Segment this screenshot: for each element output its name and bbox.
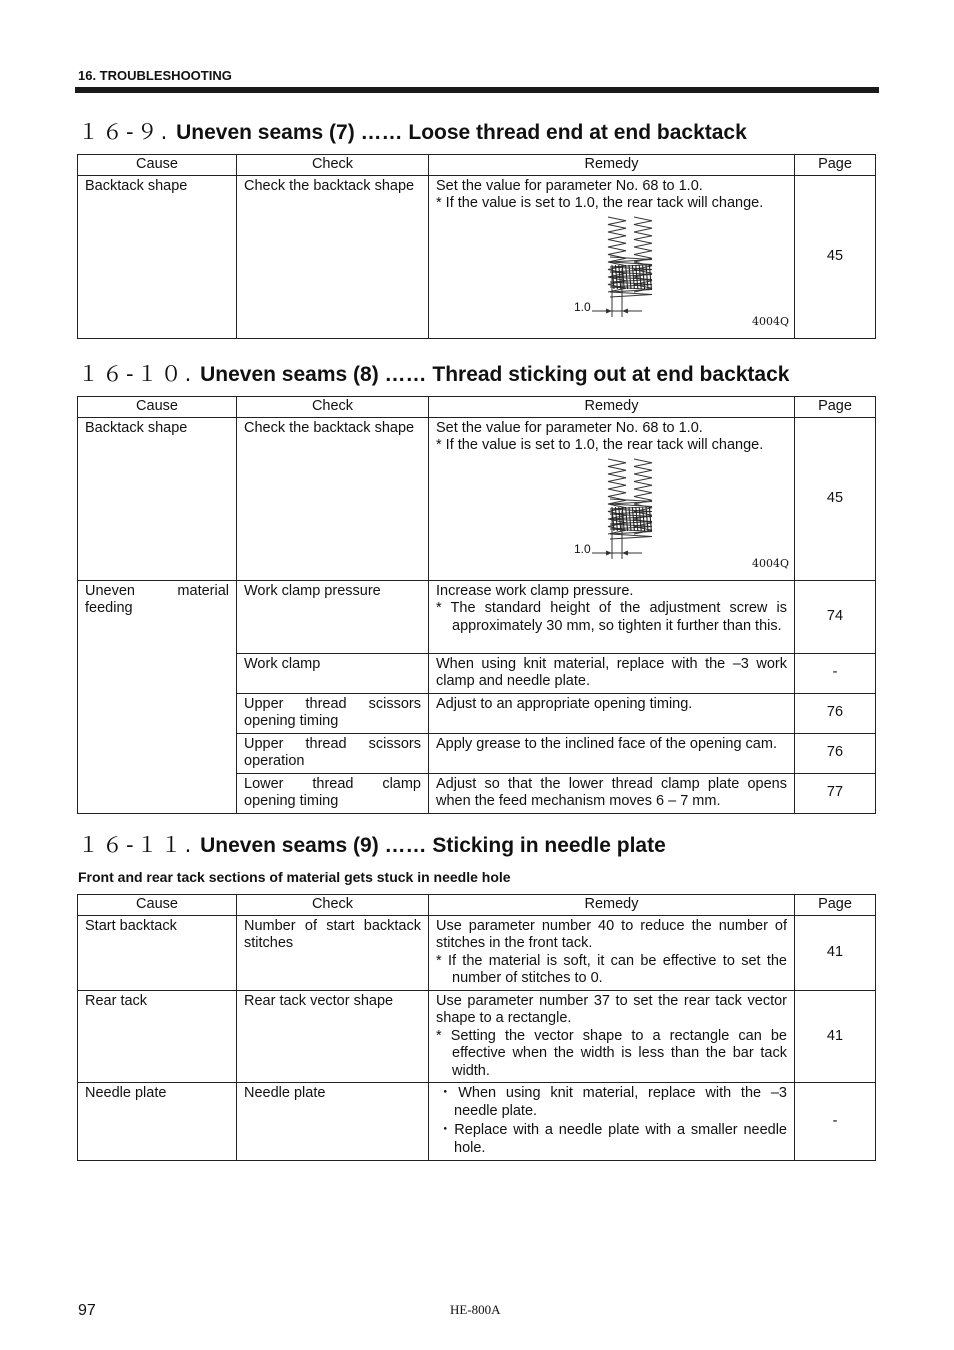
table-16-9 bbox=[77, 154, 876, 339]
col-cause: Cause bbox=[78, 895, 237, 916]
remedy-text: Use parameter number 40 to reduce the number of stitches in the front tack. bbox=[436, 917, 787, 951]
col-page: Page bbox=[795, 895, 876, 916]
figure-label: 1.0 bbox=[574, 541, 591, 556]
arrow-right-icon bbox=[606, 308, 612, 313]
col-page: Page bbox=[795, 397, 876, 418]
remedy-cell: When using knit material, replace with the –3 work clamp and needle plate. bbox=[429, 653, 795, 693]
section-title-16-9 bbox=[78, 116, 747, 146]
page-cell: 41 bbox=[795, 915, 876, 990]
table-header-row bbox=[78, 155, 876, 176]
cause-cell: Start backtack bbox=[78, 915, 237, 990]
backtack-diagram bbox=[436, 213, 788, 327]
cause-cell: Backtack shape bbox=[78, 417, 237, 580]
col-remedy: Remedy bbox=[429, 895, 795, 916]
page-cell: 74 bbox=[795, 580, 876, 653]
remedy-cell bbox=[429, 1083, 795, 1161]
check-cell: Work clamp bbox=[237, 653, 429, 693]
check-cell: Check the backtack shape bbox=[237, 417, 429, 580]
remedy-cell: Apply grease to the inclined face of the opening cam. bbox=[429, 733, 795, 773]
col-remedy: Remedy bbox=[429, 155, 795, 176]
cause-cell: Rear tack bbox=[78, 990, 237, 1083]
dense-stitch bbox=[619, 265, 621, 289]
remedy-note: * If the value is set to 1.0, the rear tack will change. bbox=[436, 195, 764, 211]
col-check: Check bbox=[237, 397, 429, 418]
remedy-bullet: ・When using knit material, replace with the –3 needle plate. bbox=[438, 1085, 787, 1119]
remedy-text: Set the value for parameter No. 68 to 1.0. bbox=[436, 177, 703, 194]
remedy-text: Increase work clamp pressure. bbox=[436, 582, 634, 599]
remedy-note: * If the material is soft, it can be effective to set the number of stitches to 0. bbox=[436, 952, 787, 986]
dense-stitch bbox=[626, 265, 628, 289]
dense-stitch bbox=[646, 507, 648, 531]
dense-stitch bbox=[626, 507, 628, 531]
remedy-cell bbox=[429, 915, 795, 990]
page-cell: - bbox=[795, 653, 876, 693]
page-cell: 45 bbox=[795, 175, 876, 338]
running-header: 16. TROUBLESHOOTING bbox=[78, 68, 232, 83]
stitch-zigzags bbox=[608, 459, 652, 539]
section-number: １６-１１. bbox=[78, 833, 195, 857]
page-cell: 76 bbox=[795, 693, 876, 733]
remedy-text: Set the value for parameter No. 68 to 1.0. bbox=[436, 419, 703, 436]
section-title-16-11 bbox=[78, 829, 666, 859]
section-title-text: Uneven seams (9) …… Sticking in needle plate bbox=[200, 834, 666, 857]
dense-stitch bbox=[646, 265, 648, 289]
table-row bbox=[78, 417, 876, 580]
check-cell: Check the backtack shape bbox=[237, 175, 429, 338]
dense-stitch bbox=[649, 265, 651, 289]
remedy-text: Use parameter number 37 to set the rear tack vector shape to a rectangle. bbox=[436, 992, 787, 1026]
dense-stitch bbox=[619, 507, 621, 531]
backtack-figure bbox=[436, 213, 787, 327]
table-16-10 bbox=[77, 396, 876, 814]
figure-label: 1.0 bbox=[574, 299, 591, 314]
table-row bbox=[78, 175, 876, 338]
remedy-note: * If the value is set to 1.0, the rear tack will change. bbox=[436, 437, 764, 453]
col-remedy: Remedy bbox=[429, 397, 795, 418]
backtack-diagram bbox=[436, 455, 788, 569]
check-cell: Needle plate bbox=[237, 1083, 429, 1161]
section-number: １６-９. bbox=[78, 120, 171, 144]
cause-cell: Backtack shape bbox=[78, 175, 237, 338]
remedy-cell bbox=[429, 990, 795, 1083]
remedy-note: * The standard height of the adjustment screw is approximately 30 mm, so tighten it further than this. bbox=[436, 600, 787, 634]
arrow-right-icon bbox=[606, 550, 612, 555]
cause-cell: Uneven material feeding bbox=[78, 580, 237, 813]
table-row bbox=[78, 1083, 876, 1161]
page-cell: 45 bbox=[795, 417, 876, 580]
check-cell: Rear tack vector shape bbox=[237, 990, 429, 1083]
remedy-cell bbox=[429, 175, 795, 338]
remedy-cell: Adjust so that the lower thread clamp plate opens when the feed mechanism moves 6 – 7 mm. bbox=[429, 773, 795, 813]
table-16-11 bbox=[77, 894, 876, 1161]
section-title-text: Uneven seams (8) …… Thread sticking out at end backtack bbox=[200, 363, 790, 386]
stitch-zigzags bbox=[608, 217, 652, 297]
col-cause: Cause bbox=[78, 155, 237, 176]
table-row bbox=[78, 580, 876, 653]
remedy-cell: Adjust to an appropriate opening timing. bbox=[429, 693, 795, 733]
page-cell: - bbox=[795, 1083, 876, 1161]
remedy-cell bbox=[429, 580, 795, 653]
col-check: Check bbox=[237, 155, 429, 176]
table-row bbox=[78, 915, 876, 990]
header-rule bbox=[75, 87, 879, 93]
dense-stitch bbox=[649, 507, 651, 531]
page-cell: 76 bbox=[795, 733, 876, 773]
remedy-bullet: ・Replace with a needle plate with a smaller needle hole. bbox=[438, 1122, 787, 1156]
check-cell: Lower thread clamp opening timing bbox=[237, 773, 429, 813]
table-header-row bbox=[78, 397, 876, 418]
check-cell: Number of start backtack stitches bbox=[237, 915, 429, 990]
figure-code: 4004Q bbox=[751, 314, 789, 328]
col-check: Check bbox=[237, 895, 429, 916]
page-cell: 77 bbox=[795, 773, 876, 813]
col-cause: Cause bbox=[78, 397, 237, 418]
table-row bbox=[78, 990, 876, 1083]
arrow-left-icon bbox=[622, 550, 628, 555]
section-title-text: Uneven seams (7) …… Loose thread end at end backtack bbox=[176, 121, 747, 144]
section-subtitle: Front and rear tack sections of material gets stuck in needle hole bbox=[78, 869, 511, 885]
model-name: HE-800A bbox=[450, 1302, 501, 1317]
page-cell: 41 bbox=[795, 990, 876, 1083]
cause-cell: Needle plate bbox=[78, 1083, 237, 1161]
check-cell: Work clamp pressure bbox=[237, 580, 429, 653]
check-cell: Upper thread scissors operation bbox=[237, 733, 429, 773]
section-title-16-10 bbox=[78, 358, 789, 388]
page-number: 97 bbox=[78, 1302, 96, 1319]
remedy-note: * Setting the vector shape to a rectangle can be effective when the width is less than the bar tack width. bbox=[436, 1027, 787, 1079]
backtack-figure bbox=[436, 455, 787, 569]
remedy-cell bbox=[429, 417, 795, 580]
section-number: １６-１０. bbox=[78, 362, 195, 386]
table-header-row bbox=[78, 895, 876, 916]
col-page: Page bbox=[795, 155, 876, 176]
arrow-left-icon bbox=[622, 308, 628, 313]
check-cell: Upper thread scissors opening timing bbox=[237, 693, 429, 733]
figure-code: 4004Q bbox=[751, 556, 789, 570]
